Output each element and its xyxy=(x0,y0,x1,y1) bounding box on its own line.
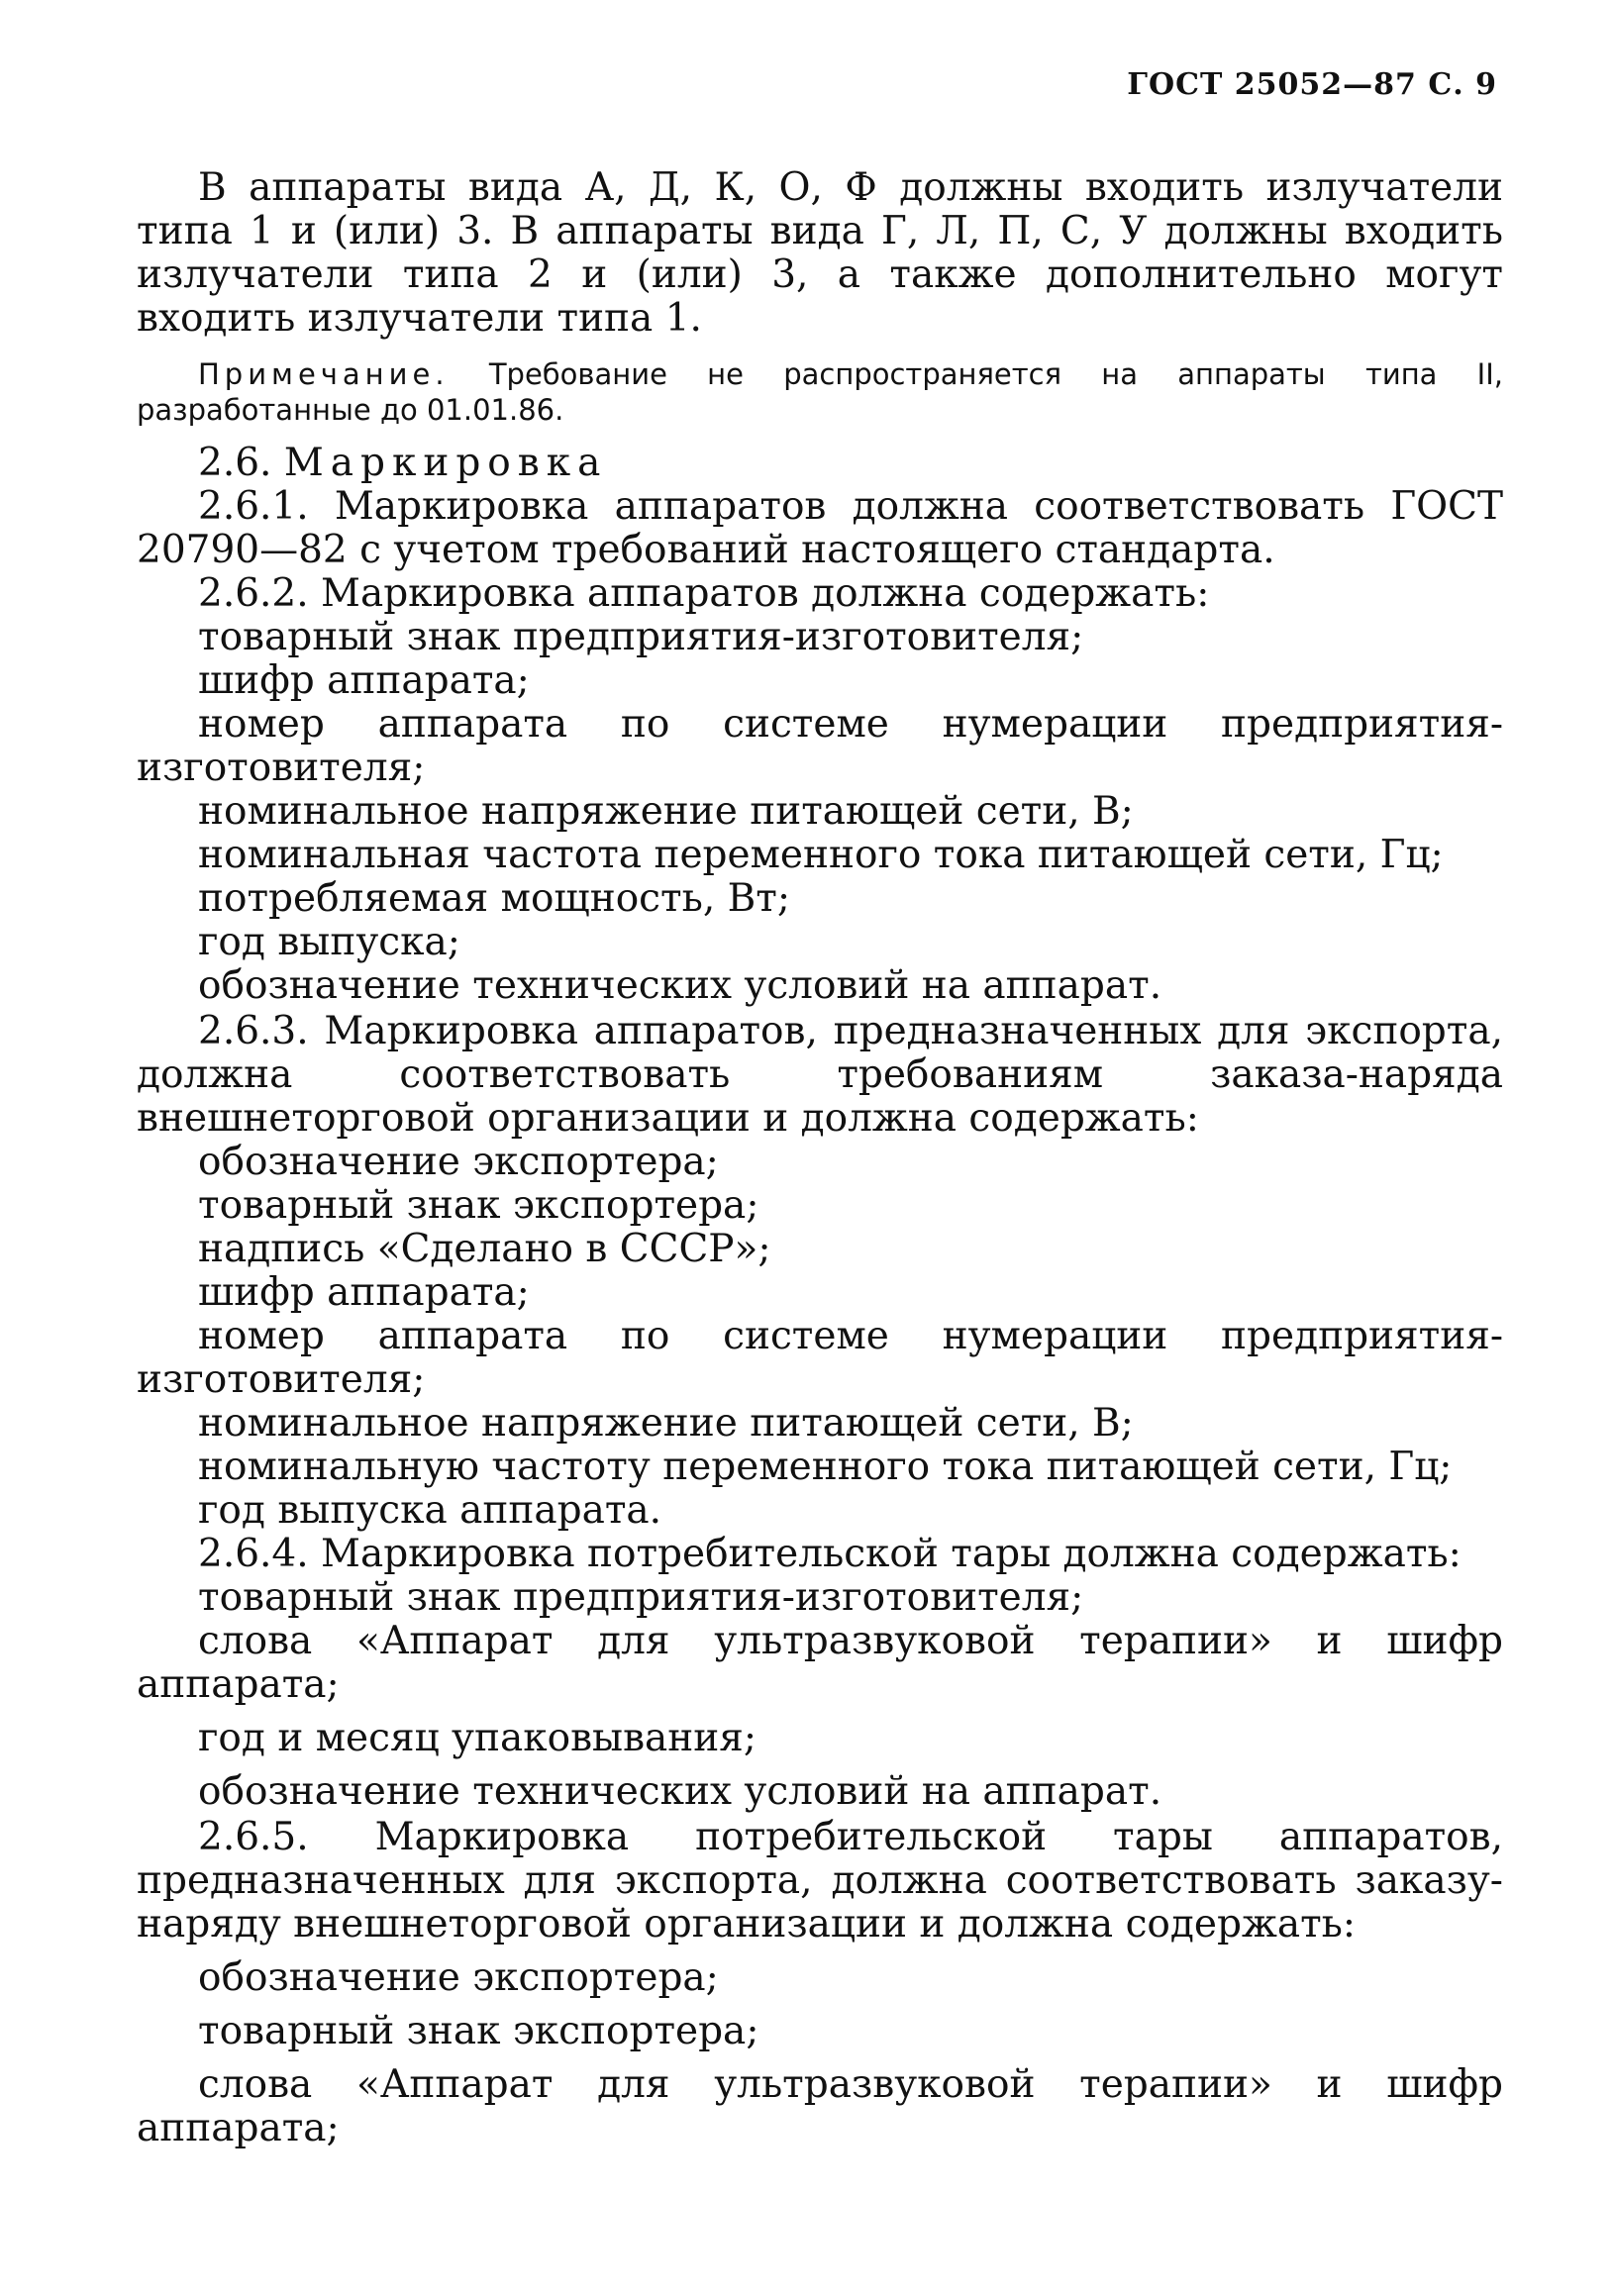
section-heading-2-6 xyxy=(137,442,1503,485)
list-item: товарный знак экспортера; xyxy=(198,1183,759,1228)
list-item: год и месяц упаковывания; xyxy=(198,1716,757,1760)
list-item: шифр аппарата; xyxy=(198,658,530,703)
list-item: слова «Аппарат для ультразвуковой терапии» и шифр аппарата; xyxy=(137,1619,1503,1707)
page-header: ГОСТ 25052—87 С. 9 xyxy=(1127,67,1497,102)
list-item: товарный знак предприятия-изготовителя; xyxy=(198,1575,1084,1620)
list-item: обозначение технических условий на аппарат. xyxy=(198,963,1162,1008)
clause-2-6-4: 2.6.4. Маркировка потребительской тары должна содержать: xyxy=(198,1532,1462,1576)
list-item: номинальное напряжение питающей сети, В; xyxy=(198,1401,1134,1446)
list-item: потребляемая мощность, Вт; xyxy=(198,876,790,921)
list-item: год выпуска; xyxy=(198,920,460,964)
list-item: шифр аппарата; xyxy=(198,1270,530,1315)
list-item: обозначение технических условий на аппарат. xyxy=(198,1769,1162,1814)
section-title: Маркировка xyxy=(283,441,608,485)
section-number: 2.6. xyxy=(198,441,272,485)
note-text: Требование не распространяется на аппараты типа II, разработанные до 01.01.86. xyxy=(137,357,1503,427)
note-paragraph xyxy=(137,356,1503,428)
list-item: год выпуска аппарата. xyxy=(198,1488,662,1533)
list-item: слова «Аппарат для ультразвуковой терапии» и шифр аппарата; xyxy=(137,2062,1503,2150)
clause-2-6-2: 2.6.2. Маркировка аппаратов должна содержать: xyxy=(198,571,1210,616)
note-label: Примечание. xyxy=(198,357,450,391)
list-item: товарный знак предприятия-изготовителя; xyxy=(198,615,1084,659)
list-item: номинальную частоту переменного тока питающей сети, Гц; xyxy=(198,1445,1453,1489)
list-item: номер аппарата по системе нумерации предприятия-изготовителя; xyxy=(137,702,1503,790)
list-item: номер аппарата по системе нумерации предприятия-изготовителя; xyxy=(137,1314,1503,1402)
list-item: обозначение экспортера; xyxy=(198,1955,719,2000)
list-item: товарный знак экспортера; xyxy=(198,2009,759,2053)
list-item: номинальная частота переменного тока питающей сети, Гц; xyxy=(198,833,1444,877)
list-item: номинальное напряжение питающей сети, В; xyxy=(198,789,1134,834)
intro-paragraph: В аппараты вида А, Д, К, О, Ф должны входить излучатели типа 1 и (или) 3. В аппараты вида Г, Л, П, С, У должны входить излучатели типа 2 и (или) 3, а также дополнительно могут входить излучатели типа 1. xyxy=(137,165,1503,341)
clause-2-6-3: 2.6.3. Маркировка аппаратов, предназначенных для экспорта, должна соответствовать требованиям заказа-наряда внешнеторговой организации и должна содержать: xyxy=(137,1009,1503,1141)
clause-2-6-5: 2.6.5. Маркировка потребительской тары аппаратов, предназначенных для экспорта, должна соответствовать заказу-наряду внешнеторговой организации и должна содержать: xyxy=(137,1815,1503,1947)
clause-2-6-1: 2.6.1. Маркировка аппаратов должна соответствовать ГОСТ 20790—82 с учетом требований настоящего стандарта. xyxy=(137,484,1503,572)
document-body xyxy=(137,166,1503,2150)
list-item: надпись «Сделано в СССР»; xyxy=(198,1227,771,1271)
list-item: обозначение экспортера; xyxy=(198,1140,719,1184)
